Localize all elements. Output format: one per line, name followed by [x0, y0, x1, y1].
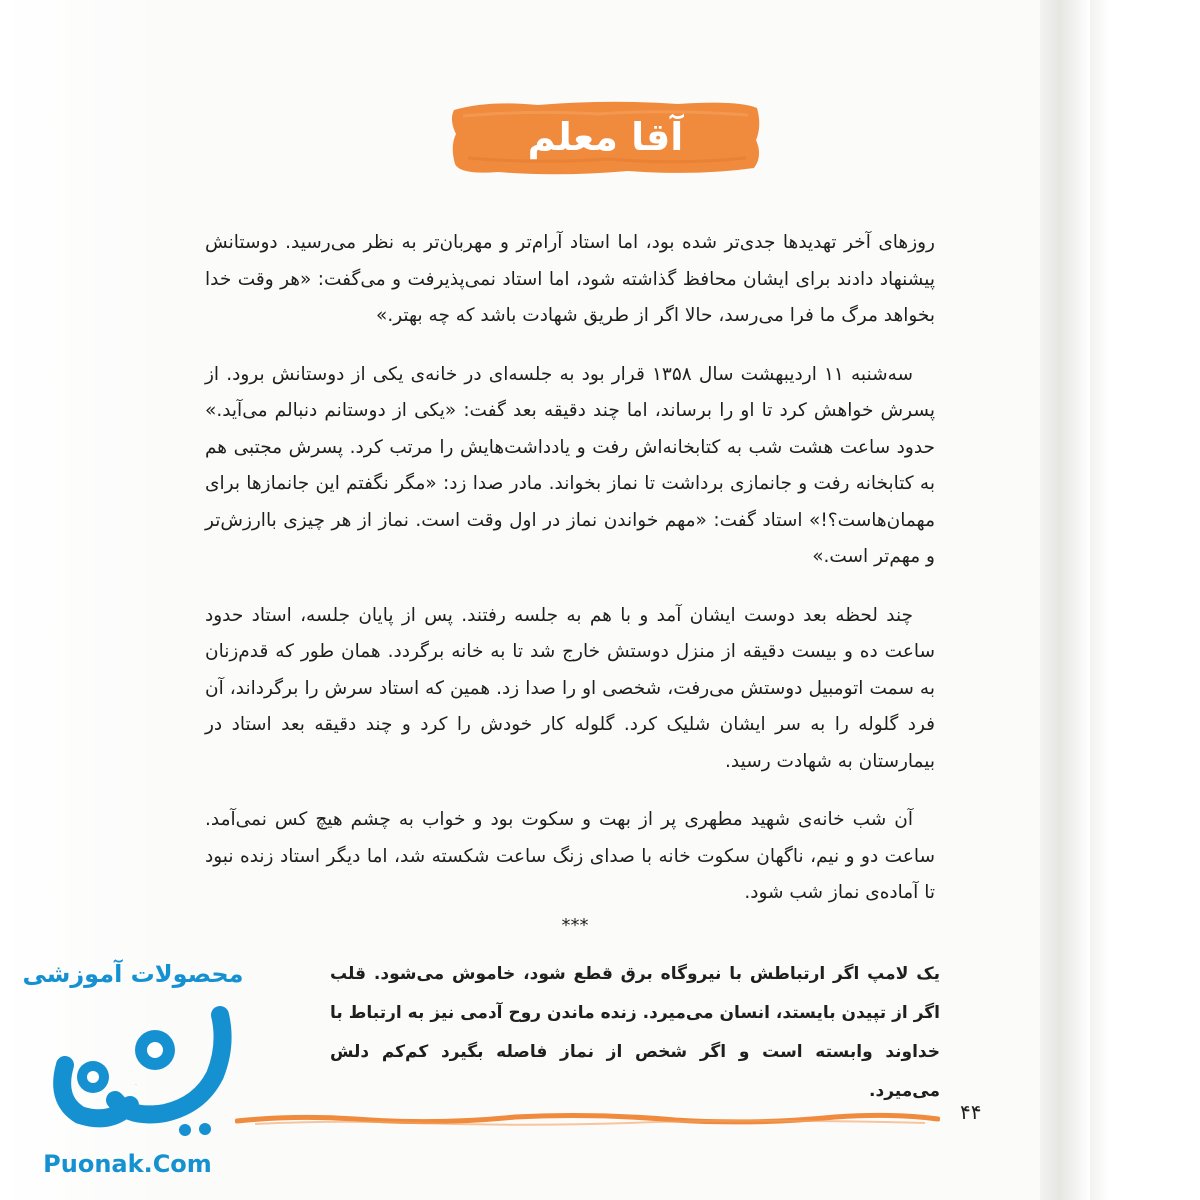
chapter-title-banner: [448, 96, 763, 178]
watermark-site: Puonak.Com: [43, 1150, 212, 1178]
aside-text: یک لامپ اگر ارتباطش با نیروگاه برق قطع شود، خاموش می‌شود. قلب اگر از تپیدن بایستد، انسان می‌میرد. زنده ماندن روح آدمی نیز به ارتباط با خداوند وابسته است و اگر شخص از نماز فاصله بگیرد کم‌کم دلش می‌میرد.: [330, 964, 940, 1101]
paragraph: روزهای آخر تهدیدها جدی‌تر شده بود، اما استاد آرام‌تر و مهربان‌تر به نظر می‌رسید. دوستانش پیشنهاد دادند برای ایشان محافظ گذاشته شود، اما استاد نمی‌پذیرفت و می‌گفت: «هر وقت خدا بخواهد مرگ ما فرا می‌رسد، حالا اگر از طریق شهادت باشد که چه بهتر.»: [205, 232, 935, 326]
paragraph: سه‌شنبه ۱۱ اردیبهشت سال ۱۳۵۸ قرار بود به جلسه‌ای در خانه‌ی یکی از دوستانش برود. از پسرش خواهش کرد تا او را برساند، اما چند دقیقه بعد گفت: «یکی از دوستانم دنبالم می‌آید.» حدود ساعت هشت شب به کتابخانه‌اش رفت و یادداشت‌هایش را مرتب کرد. پسرش مجتبی هم به کتابخانه رفت و جانمازی برداشت تا نماز بخواند. مادر صدا زد: «مگر نگفتم این جانمازها برای مهمان‌هاست؟!» استاد گفت: «مهم خواندن نماز در اول وقت است. نماز از هر چیزی باارزش‌تر و مهم‌تر است.»: [205, 363, 935, 567]
watermark-logo: [35, 1005, 235, 1140]
paragraph: آن شب خانه‌ی شهید مطهری پر از بهت و سکوت بود و خواب به چشم هیچ کس نمی‌آمد. ساعت دو و نیم، ناگهان سکوت خانه با صدای زنگ ساعت شکسته شد، اما دیگر استاد زنده نبود تا آماده‌ی نماز شب شود.: [205, 809, 935, 903]
footer-brush-line: [235, 1105, 940, 1135]
watermark-brand: پونک: [135, 1085, 137, 1086]
watermark-tagline: محصولات آموزشی: [22, 960, 244, 988]
page-number: ۴۴: [960, 1100, 982, 1124]
section-separator: ***: [561, 915, 589, 936]
spine-shadow: [1040, 0, 1090, 1200]
chapter-title: آقا معلم: [527, 115, 684, 159]
paragraph: چند لحظه بعد دوست ایشان آمد و با هم به جلسه رفتند. پس از پایان جلسه، استاد حدود ساعت ده و بیست دقیقه از منزل دوستش خارج شد تا به خانه برگردد. همان طور که قدم‌زنان به سمت اتومبیل دوستش می‌رفت، شخصی او را صدا زد. همین که استاد سرش را برگرداند، آن فرد گلوله را به سر ایشان شلیک کرد. گلوله کار خودش را کرد و چند دقیقه بعد استاد در بیمارستان به شهادت رسید.: [205, 604, 935, 772]
body-text: [205, 225, 935, 934]
